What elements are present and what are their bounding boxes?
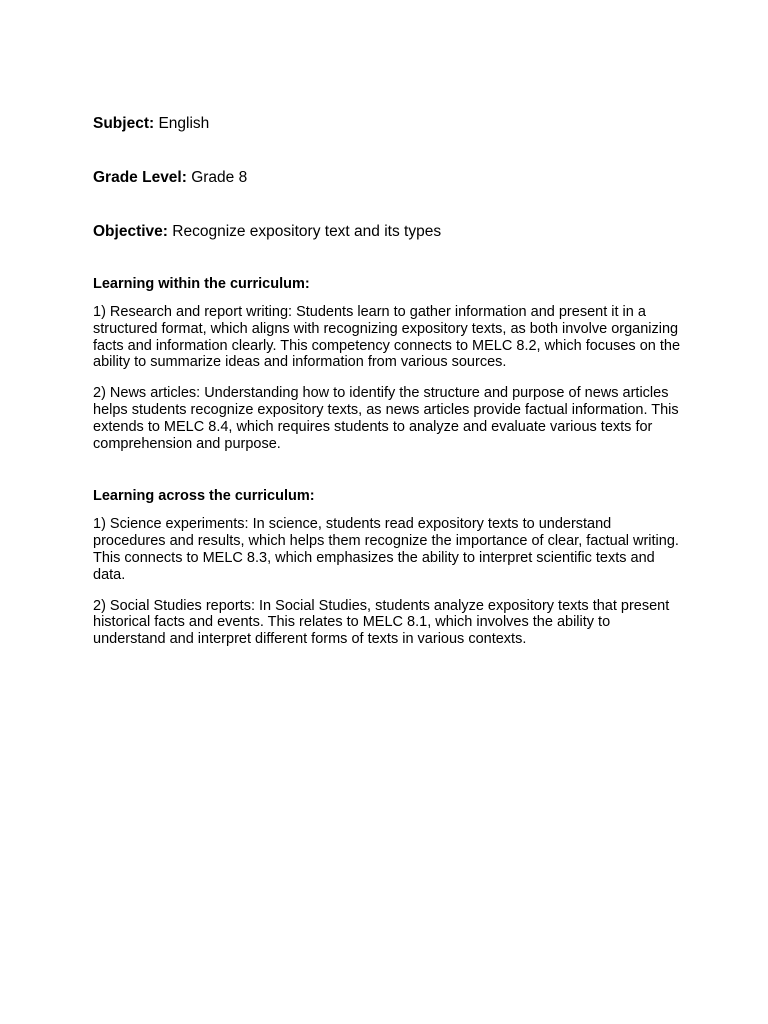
objective-field <box>93 221 683 243</box>
grade-level-label: Grade Level: <box>93 169 187 186</box>
objective-label: Objective: <box>93 223 168 240</box>
list-item: 2) News articles: Understanding how to identify the structure and purpose of news articles helps students recognize expository texts, as news articles provide factual information. This extends to MELC 8.4, which requires students to analyze and evaluate various texts for comprehension and purpose. <box>93 385 679 452</box>
section-heading: Learning across the curriculum: <box>93 488 315 505</box>
section-across-curriculum <box>93 487 683 648</box>
objective-value: Recognize expository text and its types <box>172 223 442 240</box>
subject-field <box>93 113 683 135</box>
list-item: 1) Research and report writing: Students learn to gather information and present it in a structured format, which aligns with recognizing expository texts, as both involve organizing facts and information clearly. This competency connects to MELC 8.2, which focuses on the ability to summarize ideas and information from various sources. <box>93 304 681 371</box>
grade-level-field <box>93 167 683 189</box>
subject-label: Subject: <box>93 115 155 132</box>
grade-level-value: Grade 8 <box>191 169 248 186</box>
section-heading: Learning within the curriculum: <box>93 276 310 292</box>
subject-value: English <box>158 115 210 132</box>
section-within-curriculum <box>93 275 683 452</box>
list-item: 1) Science experiments: In science, students read expository texts to understand procedures and results, which helps them recognize the importance of clear, factual writing. This connects to MELC 8.3, which emphasizes the ability to interpret scientific texts and data. <box>93 516 679 583</box>
document-page <box>93 113 683 648</box>
list-item: 2) Social Studies reports: In Social Studies, students analyze expository texts that present historical facts and events. This relates to MELC 8.1, which involves the ability to understand and interpret different forms of texts in various contexts. <box>93 597 670 648</box>
